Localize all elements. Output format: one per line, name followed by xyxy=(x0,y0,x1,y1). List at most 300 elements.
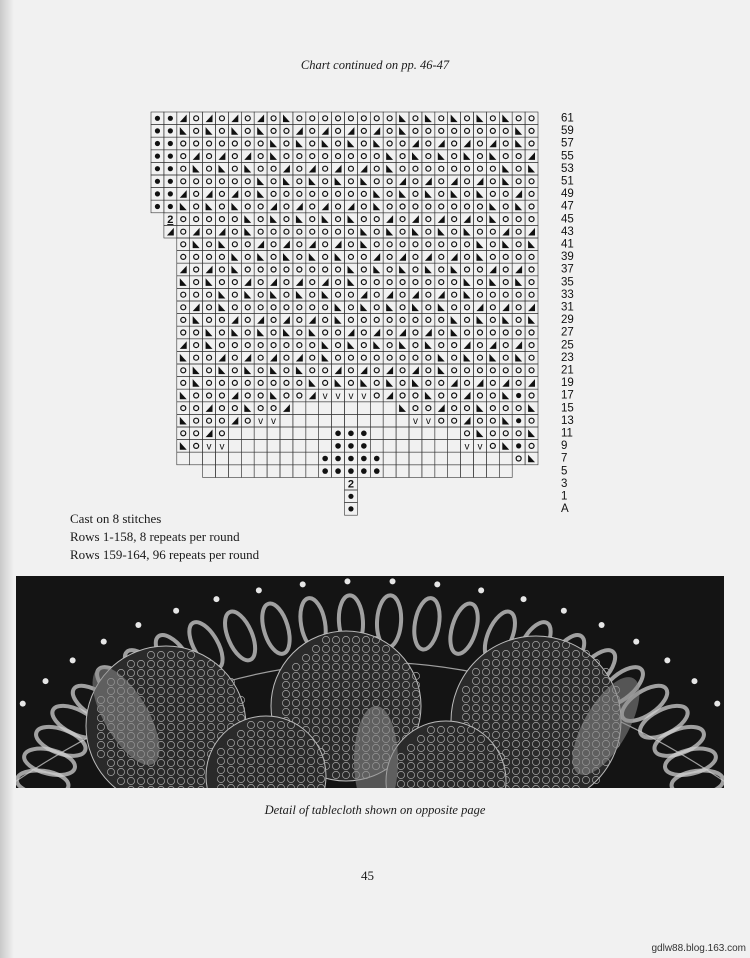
decrease-right-symbol xyxy=(425,253,432,261)
chart-cell xyxy=(448,402,461,415)
yarn-over-symbol xyxy=(323,254,328,259)
decrease-left-symbol xyxy=(322,354,329,362)
chart-cell xyxy=(241,263,254,276)
decrease-left-symbol xyxy=(502,316,509,324)
yarn-over-symbol xyxy=(219,431,224,436)
chart-cell xyxy=(474,125,487,138)
chart-cell xyxy=(319,137,332,150)
chart-cell xyxy=(319,326,332,339)
yarn-over-symbol xyxy=(529,179,534,184)
yarn-over-symbol xyxy=(400,355,405,360)
row-label: 41 xyxy=(561,238,574,251)
chart-cell xyxy=(332,364,345,377)
chart-cell xyxy=(422,162,435,175)
chart-cell xyxy=(319,377,332,390)
yarn-over-symbol xyxy=(219,418,224,423)
chart-cell xyxy=(396,377,409,390)
yarn-over-symbol xyxy=(219,217,224,222)
yarn-over-symbol xyxy=(413,179,418,184)
decrease-left-symbol xyxy=(348,278,355,286)
decrease-left-symbol xyxy=(219,291,226,299)
yarn-over-symbol xyxy=(245,393,250,398)
chart-cell xyxy=(525,364,538,377)
chart-cell xyxy=(422,452,435,465)
chart-cell xyxy=(319,188,332,201)
chart-cell xyxy=(345,251,358,264)
chart-cell xyxy=(254,314,267,327)
chart-cell xyxy=(461,301,474,314)
chart-cell xyxy=(319,301,332,314)
decrease-right-symbol xyxy=(425,178,432,186)
chart-cell xyxy=(357,364,370,377)
yarn-over-symbol xyxy=(245,141,250,146)
decrease-right-symbol xyxy=(360,165,367,173)
chart-cell xyxy=(474,452,487,465)
chart-cell xyxy=(396,427,409,440)
chart-cell xyxy=(461,427,474,440)
yarn-over-symbol xyxy=(490,380,495,385)
decrease-left-symbol xyxy=(438,304,445,312)
filled-dot-symbol xyxy=(322,468,328,474)
yarn-over-symbol xyxy=(284,393,289,398)
yarn-over-symbol xyxy=(452,242,457,247)
chart-cell xyxy=(319,440,332,453)
filled-dot-symbol xyxy=(155,204,160,209)
yarn-over-symbol xyxy=(348,355,353,360)
yarn-over-symbol xyxy=(323,317,328,322)
lace-detail-image xyxy=(16,576,724,788)
row-label: 29 xyxy=(561,314,574,327)
chart-cell xyxy=(267,339,280,352)
yarn-over-symbol xyxy=(490,406,495,411)
row-label: 7 xyxy=(561,452,568,465)
yarn-over-symbol xyxy=(387,204,392,209)
decrease-left-symbol xyxy=(360,304,367,312)
chart-cell xyxy=(216,175,229,188)
yarn-over-symbol xyxy=(297,380,302,385)
chart-cell xyxy=(525,251,538,264)
decrease-left-symbol xyxy=(464,278,471,286)
chart-cell xyxy=(345,276,358,289)
yarn-over-symbol xyxy=(516,116,521,121)
chart-cell xyxy=(332,150,345,163)
filled-dot-symbol xyxy=(361,443,367,449)
tablecloth-photo xyxy=(16,576,724,788)
chart-cell xyxy=(422,213,435,226)
yarn-over-symbol xyxy=(465,116,470,121)
chart-cell xyxy=(525,414,538,427)
chart-cell xyxy=(409,251,422,264)
yarn-over-symbol xyxy=(426,368,431,373)
chart-cell xyxy=(525,427,538,440)
filled-dot-symbol xyxy=(374,468,380,474)
chart-cell xyxy=(345,238,358,251)
purl-symbol: v xyxy=(348,391,354,402)
decrease-left-symbol xyxy=(270,152,277,160)
chart-cell xyxy=(474,276,487,289)
chart-cell xyxy=(357,112,370,125)
chart-cell xyxy=(267,326,280,339)
chart-cell xyxy=(435,162,448,175)
chart-cell xyxy=(448,314,461,327)
chart-cell xyxy=(319,288,332,301)
yarn-over-symbol xyxy=(439,242,444,247)
decrease-left-symbol xyxy=(528,316,535,324)
chart-cell xyxy=(422,326,435,339)
chart-cell xyxy=(306,112,319,125)
chart-cell xyxy=(461,251,474,264)
yarn-over-symbol xyxy=(284,355,289,360)
yarn-over-symbol xyxy=(181,292,186,297)
yarn-over-symbol xyxy=(258,368,263,373)
yarn-over-symbol xyxy=(426,355,431,360)
chart-cell xyxy=(254,162,267,175)
yarn-over-symbol xyxy=(465,380,470,385)
yarn-over-symbol xyxy=(310,267,315,272)
yarn-over-symbol xyxy=(194,355,199,360)
chart-cell xyxy=(409,238,422,251)
chart-cell xyxy=(216,112,229,125)
yarn-over-symbol xyxy=(194,393,199,398)
chart-cell xyxy=(228,465,241,478)
watermark: gdlw88.blog.163.com xyxy=(651,943,746,954)
chart-cell xyxy=(319,351,332,364)
yarn-over-symbol xyxy=(477,217,482,222)
chart-cell xyxy=(254,263,267,276)
chart-cell xyxy=(228,351,241,364)
yarn-over-symbol xyxy=(336,355,341,360)
chart-cell xyxy=(474,465,487,478)
decrease-left-symbol xyxy=(270,392,277,400)
purl-symbol: v xyxy=(412,416,418,428)
chart-cell xyxy=(383,351,396,364)
chart-cell xyxy=(254,427,267,440)
row-label: 47 xyxy=(561,200,574,213)
yarn-over-symbol xyxy=(297,116,302,121)
decrease-left-symbol xyxy=(373,266,380,274)
yarn-over-symbol xyxy=(452,166,457,171)
decrease-right-symbol xyxy=(206,404,213,412)
purl-symbol: v xyxy=(322,391,328,402)
chart-cell xyxy=(409,465,422,478)
yarn-over-symbol xyxy=(387,128,392,133)
chart-cell xyxy=(228,225,241,238)
decrease-left-symbol xyxy=(180,127,187,135)
chart-cell xyxy=(499,351,512,364)
yarn-over-symbol xyxy=(348,154,353,159)
decrease-right-symbol xyxy=(206,115,213,123)
chart-cell xyxy=(422,200,435,213)
decrease-left-symbol xyxy=(528,455,535,463)
chart-cell xyxy=(177,377,190,390)
chart-cell xyxy=(383,440,396,453)
yarn-over-symbol xyxy=(503,292,508,297)
chart-cell xyxy=(293,276,306,289)
chart-cell xyxy=(383,452,396,465)
yarn-over-symbol xyxy=(297,242,302,247)
yarn-over-symbol xyxy=(439,166,444,171)
chart-cell xyxy=(254,200,267,213)
decrease-left-symbol xyxy=(180,392,187,400)
yarn-over-symbol xyxy=(529,128,534,133)
chart-cell xyxy=(435,427,448,440)
decrease-right-symbol xyxy=(360,291,367,299)
decrease-left-symbol xyxy=(477,241,484,249)
chart-cell xyxy=(306,288,319,301)
yarn-over-symbol xyxy=(310,217,315,222)
chart-cell xyxy=(448,414,461,427)
chart-cell xyxy=(319,112,332,125)
chart-cell xyxy=(435,364,448,377)
chart-cell xyxy=(332,162,345,175)
yarn-over-symbol xyxy=(219,116,224,121)
yarn-over-symbol xyxy=(181,154,186,159)
chart-cell xyxy=(254,137,267,150)
chart-cell xyxy=(319,162,332,175)
yarn-over-symbol xyxy=(516,166,521,171)
chart-cell xyxy=(293,238,306,251)
chart-cell xyxy=(448,288,461,301)
chart-cell xyxy=(254,339,267,352)
chart-cell xyxy=(190,263,203,276)
chart-cell xyxy=(241,389,254,402)
chart-cell xyxy=(177,314,190,327)
filled-dot-symbol xyxy=(348,506,353,511)
filled-dot-symbol xyxy=(348,494,353,499)
chart-cell xyxy=(396,301,409,314)
chart-cell xyxy=(280,288,293,301)
chart-cell xyxy=(370,389,383,402)
decrease-left-symbol xyxy=(257,329,264,337)
yarn-over-symbol xyxy=(361,116,366,121)
yarn-over-symbol xyxy=(387,330,392,335)
chart-cell xyxy=(357,213,370,226)
chart-cell xyxy=(254,225,267,238)
chart-cell xyxy=(357,162,370,175)
yarn-over-symbol xyxy=(284,292,289,297)
yarn-over-symbol xyxy=(413,330,418,335)
yarn-over-symbol xyxy=(207,380,212,385)
decrease-right-symbol xyxy=(244,354,251,362)
chart-cell xyxy=(448,440,461,453)
chart-cell xyxy=(241,112,254,125)
chart-cell xyxy=(280,389,293,402)
yarn-over-symbol xyxy=(181,368,186,373)
chart-cell xyxy=(216,402,229,415)
chart-cell xyxy=(216,326,229,339)
chart-cell xyxy=(293,263,306,276)
yarn-over-symbol xyxy=(258,393,263,398)
decrease-right-symbol xyxy=(348,203,355,211)
decrease-left-symbol xyxy=(180,442,187,450)
chart-cell xyxy=(293,452,306,465)
filled-dot-symbol xyxy=(361,468,367,474)
chart-cell xyxy=(499,452,512,465)
yarn-over-symbol xyxy=(219,393,224,398)
yarn-over-symbol xyxy=(194,431,199,436)
chart-cell xyxy=(293,314,306,327)
decrease-left-symbol xyxy=(257,127,264,135)
chart-cell xyxy=(486,452,499,465)
yarn-over-symbol xyxy=(271,406,276,411)
decrease-left-symbol xyxy=(244,215,251,223)
decrease-left-symbol xyxy=(244,291,251,299)
chart-cell xyxy=(190,351,203,364)
yarn-over-symbol xyxy=(490,116,495,121)
yarn-over-symbol xyxy=(465,368,470,373)
yarn-over-symbol xyxy=(258,406,263,411)
chart-cell xyxy=(448,326,461,339)
chart-cell xyxy=(448,389,461,402)
yarn-over-symbol xyxy=(232,154,237,159)
yarn-over-symbol xyxy=(516,330,521,335)
decrease-right-symbol xyxy=(515,266,522,274)
yarn-over-symbol xyxy=(310,280,315,285)
chart-cell xyxy=(409,440,422,453)
chart-cell xyxy=(461,389,474,402)
decrease-left-symbol xyxy=(180,203,187,211)
yarn-over-symbol xyxy=(503,217,508,222)
yarn-over-symbol xyxy=(465,305,470,310)
chart-cell xyxy=(422,377,435,390)
decrease-left-symbol xyxy=(322,140,329,148)
yarn-over-symbol xyxy=(207,355,212,360)
chart-cell xyxy=(448,213,461,226)
chart-cell xyxy=(203,276,216,289)
yarn-over-symbol xyxy=(336,343,341,348)
chart-cell xyxy=(190,200,203,213)
chart-cell xyxy=(203,238,216,251)
chart-cell xyxy=(306,150,319,163)
decrease-right-symbol xyxy=(464,215,471,223)
chart-cell xyxy=(345,213,358,226)
chart-cell xyxy=(461,112,474,125)
chart-cell xyxy=(409,225,422,238)
yarn-over-symbol xyxy=(219,343,224,348)
chart-cell xyxy=(241,125,254,138)
yarn-over-symbol xyxy=(181,242,186,247)
chart-cell xyxy=(293,414,306,427)
row-label: 3 xyxy=(561,477,568,490)
yarn-over-symbol xyxy=(413,355,418,360)
chart-cell xyxy=(383,238,396,251)
decrease-left-symbol xyxy=(322,291,329,299)
chart-cell xyxy=(357,402,370,415)
yarn-over-symbol xyxy=(336,116,341,121)
decrease-right-symbol xyxy=(438,140,445,148)
decrease-left-symbol xyxy=(360,228,367,236)
decrease-left-symbol xyxy=(348,215,355,223)
decrease-right-symbol xyxy=(283,241,290,249)
chart-cell xyxy=(486,427,499,440)
chart-cell xyxy=(512,288,525,301)
yarn-over-symbol xyxy=(465,406,470,411)
chart-cell xyxy=(280,251,293,264)
chart-cell xyxy=(422,465,435,478)
yarn-over-symbol xyxy=(361,204,366,209)
decrease-right-symbol xyxy=(193,152,200,160)
chart-cell xyxy=(345,301,358,314)
filled-dot-symbol xyxy=(348,431,354,437)
chart-cell xyxy=(190,276,203,289)
yarn-over-symbol xyxy=(323,242,328,247)
chart-cell xyxy=(448,112,461,125)
decrease-left-symbol xyxy=(425,190,432,198)
yarn-over-symbol xyxy=(194,204,199,209)
chart-cell xyxy=(383,137,396,150)
decrease-left-symbol xyxy=(399,341,406,349)
filled-dot-symbol xyxy=(168,179,173,184)
yarn-over-symbol xyxy=(413,267,418,272)
yarn-over-symbol xyxy=(361,128,366,133)
chart-cell xyxy=(332,414,345,427)
chart-cell xyxy=(448,465,461,478)
chart-cell xyxy=(332,339,345,352)
row-label: 45 xyxy=(561,213,574,226)
chart-cell xyxy=(499,301,512,314)
yarn-over-symbol xyxy=(452,128,457,133)
yarn-over-symbol xyxy=(426,380,431,385)
yarn-over-symbol xyxy=(516,292,521,297)
yarn-over-symbol xyxy=(490,254,495,259)
yarn-over-symbol xyxy=(426,406,431,411)
decrease-left-symbol xyxy=(399,127,406,135)
chart-cell xyxy=(474,288,487,301)
decrease-left-symbol xyxy=(231,266,238,274)
chart-cell xyxy=(474,402,487,415)
chart-cell xyxy=(280,377,293,390)
decrease-right-symbol xyxy=(231,316,238,324)
decrease-right-symbol xyxy=(231,190,238,198)
yarn-over-symbol xyxy=(181,254,186,259)
chart-cell xyxy=(254,288,267,301)
chart-cell xyxy=(357,288,370,301)
yarn-over-symbol xyxy=(245,343,250,348)
decrease-right-symbol xyxy=(373,127,380,135)
yarn-over-symbol xyxy=(490,229,495,234)
decrease-left-symbol xyxy=(206,203,213,211)
yarn-over-symbol xyxy=(465,242,470,247)
yarn-over-symbol xyxy=(207,317,212,322)
decrease-right-symbol xyxy=(348,127,355,135)
chart-cell xyxy=(512,251,525,264)
chart-cell xyxy=(486,465,499,478)
filled-dot-symbol xyxy=(168,154,173,159)
chart-cell xyxy=(267,125,280,138)
chart-cell xyxy=(228,364,241,377)
yarn-over-symbol xyxy=(361,267,366,272)
chart-cell xyxy=(280,301,293,314)
yarn-over-symbol xyxy=(503,254,508,259)
chart-cell xyxy=(499,465,512,478)
chart-cell xyxy=(177,213,190,226)
yarn-over-symbol xyxy=(374,280,379,285)
chart-cell xyxy=(306,339,319,352)
yarn-over-symbol xyxy=(271,343,276,348)
yarn-over-symbol xyxy=(219,406,224,411)
yarn-over-symbol xyxy=(194,418,199,423)
yarn-over-symbol xyxy=(477,418,482,423)
yarn-over-symbol xyxy=(323,179,328,184)
chart-cell xyxy=(357,188,370,201)
row-label: 21 xyxy=(561,364,574,377)
yarn-over-symbol xyxy=(529,191,534,196)
filled-dot-symbol xyxy=(168,166,173,171)
decrease-left-symbol xyxy=(386,152,393,160)
decrease-left-symbol xyxy=(438,354,445,362)
yarn-over-symbol xyxy=(310,154,315,159)
yarn-over-symbol xyxy=(232,242,237,247)
